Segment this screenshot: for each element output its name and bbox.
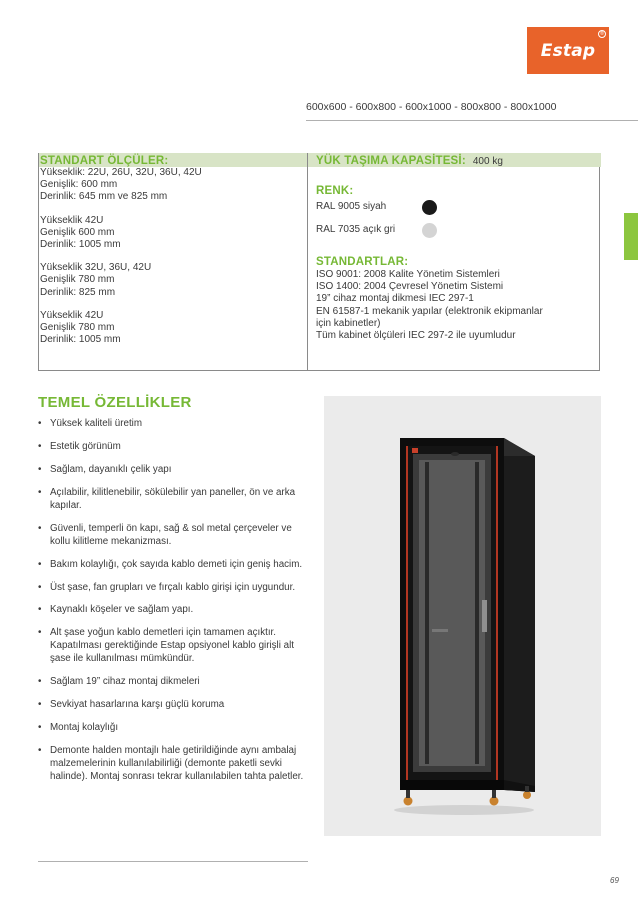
feature-text: Montaj kolaylığı — [50, 722, 119, 734]
light-gray-swatch — [422, 223, 437, 238]
dims-group — [40, 262, 305, 299]
bullet-icon: • — [38, 418, 42, 429]
feature-item — [38, 699, 308, 712]
dims-group — [40, 215, 305, 252]
bullet-icon: • — [38, 604, 42, 616]
feature-text: Alt şase yoğun kablo demetleri için tamamen açıktır. Kapatılması gerektiğinde Estap opsiyonel kablo girişli alt şase ile kullanılması mümkündür. — [50, 627, 294, 665]
standard-line: Tüm kabinet ölçüleri IEC 297-2 ile uyumludur — [316, 330, 516, 342]
feature-item — [38, 418, 308, 431]
feature-item — [38, 627, 308, 665]
feature-text: Kaynaklı köşeler ve sağlam yapı. — [50, 604, 194, 616]
feature-item — [38, 464, 308, 477]
server-cabinet-image — [324, 396, 601, 836]
dims-line: Derinlik: 1005 mm — [40, 334, 121, 346]
feature-text: Sevkiyat hasarlarına karşı güçlü koruma — [50, 699, 225, 711]
standards-title: STANDARTLAR: — [316, 256, 409, 268]
feature-item — [38, 676, 308, 689]
feature-text: Yüksek kaliteli üretim — [50, 418, 143, 429]
feature-item — [38, 582, 308, 595]
color-option — [316, 224, 596, 238]
color-option — [316, 201, 596, 215]
load-capacity — [316, 155, 596, 167]
dims-line: Yükseklik 32U, 36U, 42U — [40, 262, 152, 274]
features-title: TEMEL ÖZELLİKLER — [38, 394, 192, 411]
dims-line: Genişlik: 600 mm — [40, 179, 118, 191]
feature-text: Sağlam 19” cihaz montaj dikmeleri — [50, 676, 200, 688]
top-divider — [306, 120, 638, 121]
standard-line: 19” cihaz montaj dikmesi IEC 297-1 — [316, 293, 474, 305]
feature-text: Sağlam, dayanıklı çelik yapı — [50, 463, 172, 475]
spec-right-column — [316, 155, 596, 342]
standard-dims-title: STANDART ÖLÇÜLER: — [40, 155, 169, 167]
bullet-icon: • — [38, 722, 42, 734]
dims-line: Yükseklik: 22U, 26U, 32U, 36U, 42U — [40, 167, 202, 178]
standard-line: EN 61587-1 mekanik yapılar (elektronik ekipmanlar — [316, 305, 543, 317]
standard-dimensions — [40, 155, 305, 346]
bullet-icon: • — [38, 676, 42, 688]
feature-item — [38, 523, 308, 549]
registered-mark: ® — [598, 30, 606, 38]
feature-item — [38, 559, 308, 572]
feature-text: Demonte halden montajlı hale getirildiğinde aynı ambalaj malzemelerinin kullanılabilirliği (demonte paketli sevki halinde). Montaj sonrası tekrar kullanılabilen tahta paletler. — [50, 745, 304, 782]
feature-item — [38, 745, 308, 783]
feature-item — [38, 441, 308, 454]
product-photo — [324, 396, 601, 836]
bullet-icon: • — [38, 627, 42, 639]
standard-line: için kabinetler) — [316, 317, 381, 329]
spec-column-divider — [307, 153, 308, 370]
page-side-tab — [624, 213, 638, 260]
dims-line: Genişlik 780 mm — [40, 274, 115, 286]
color-label: RAL 7035 açık gri — [316, 224, 396, 235]
spec-box — [38, 153, 600, 371]
dims-group — [40, 167, 305, 204]
dims-line: Genişlik 780 mm — [40, 322, 115, 334]
features-list — [38, 418, 308, 794]
dims-line: Derinlik: 1005 mm — [40, 239, 121, 251]
bullet-icon: • — [38, 558, 42, 570]
dims-group — [40, 310, 305, 347]
bullet-icon: • — [38, 522, 42, 534]
dims-line: Derinlik: 645 mm ve 825 mm — [40, 191, 168, 203]
feature-item — [38, 604, 308, 617]
load-title: YÜK TAŞIMA KAPASİTESİ: — [316, 155, 466, 167]
bullet-icon: • — [38, 486, 42, 498]
feature-item — [38, 722, 308, 735]
color-label: RAL 9005 siyah — [316, 201, 387, 212]
bullet-icon: • — [38, 699, 42, 711]
black-swatch — [422, 200, 437, 215]
size-list: 600x600 - 600x800 - 600x1000 - 800x800 - 800x1000 — [306, 101, 557, 113]
bottom-divider — [38, 861, 308, 862]
feature-text: Bakım kolaylığı, çok sayıda kablo demeti için geniş hacim. — [50, 558, 303, 570]
bullet-icon: • — [38, 463, 42, 475]
standard-line: ISO 1400: 2004 Çevresel Yönetim Sistemi — [316, 281, 504, 293]
feature-text: Estetik görünüm — [50, 440, 121, 452]
dims-line: Yükseklik 42U — [40, 309, 104, 321]
dims-line: Derinlik: 825 mm — [40, 286, 116, 298]
color-title: RENK: — [316, 185, 354, 197]
standard-line: ISO 9001: 2008 Kalite Yönetim Sistemleri — [316, 269, 500, 280]
load-value: 400 kg — [472, 156, 503, 167]
logo-text: Estap — [540, 40, 596, 61]
feature-text: Güvenli, temperli ön kapı, sağ & sol metal çerçeveler ve kollu kilitleme mekanizması. — [50, 522, 292, 547]
bullet-icon: • — [38, 581, 42, 593]
estap-logo — [527, 27, 609, 74]
bullet-icon: • — [38, 440, 42, 452]
bullet-icon: • — [38, 745, 42, 756]
page-number: 69 — [610, 876, 619, 885]
dims-line: Yükseklik 42U — [40, 214, 104, 226]
feature-item — [38, 487, 308, 513]
feature-text: Üst şase, fan grupları ve fırçalı kablo girişi için uygundur. — [50, 581, 296, 593]
dims-line: Genişlik 600 mm — [40, 226, 115, 238]
feature-text: Açılabilir, kilitlenebilir, sökülebilir yan paneller, ön ve arka kapılar. — [50, 486, 296, 511]
standards-list — [316, 269, 596, 342]
